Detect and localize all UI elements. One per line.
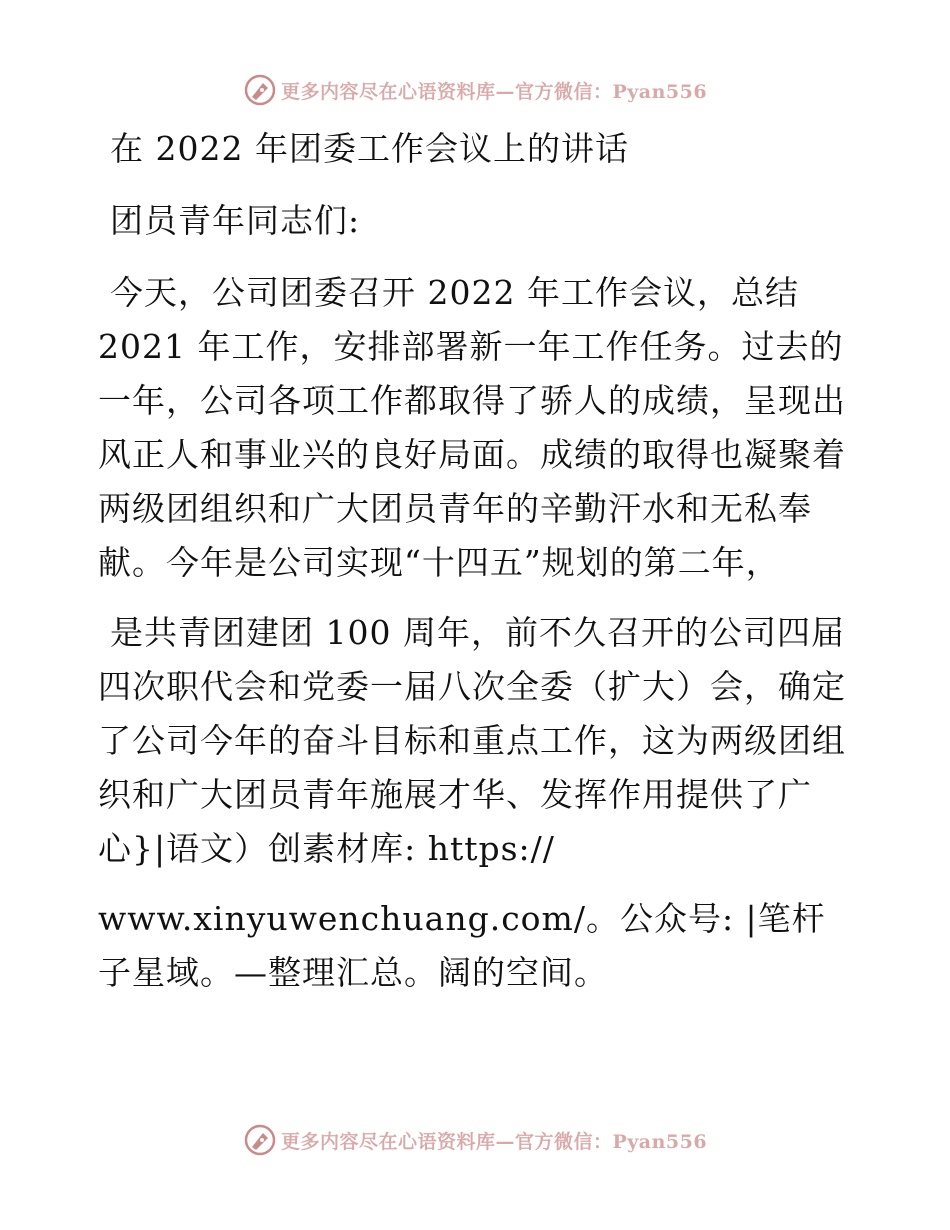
header-banner: [0, 70, 950, 110]
paragraph-2: 是共青团建团 100 周年，前不久召开的公司四届四次职代会和党委一届八次全委（扩大）会，确定了公司今年的奋斗目标和重点工作，这为两级团组织和广大团员青年施展才华、发挥作用提供了广心}|语文）创素材库: https://: [98, 613, 846, 868]
paragraph-1: 今天，公司团委召开 2022 年工作会议，总结 2021 年工作，安排部署新一年工作任务。过去的一年，公司各项工作都取得了骄人的成绩，呈现出风正人和事业兴的良好局面。成绩的取得也凝聚着两级团组织和广大团员青年的辛勤汗水和无私奉献。今年是公司实现“十四五”规划的第二年，: [98, 273, 846, 582]
footer-banner-text: 更多内容尽在心语资料库—官方微信：Pyan556: [280, 1130, 708, 1153]
footer-banner: [0, 1120, 950, 1160]
document-body: [98, 122, 858, 1000]
pen-nib-logo-icon: [243, 73, 277, 107]
header-banner-text: 更多内容尽在心语资料库—官方微信：Pyan556: [280, 80, 708, 103]
salutation: 团员青年同志们:: [110, 201, 361, 240]
document-title: 在 2022 年团委工作会议上的讲话: [110, 129, 629, 168]
pen-nib-logo-icon: [243, 1123, 277, 1157]
paragraph-tail: www.xinyuwenchuang.com/。公众号: |笔杆子星域。—整理汇总。阔的空间。: [98, 899, 826, 992]
